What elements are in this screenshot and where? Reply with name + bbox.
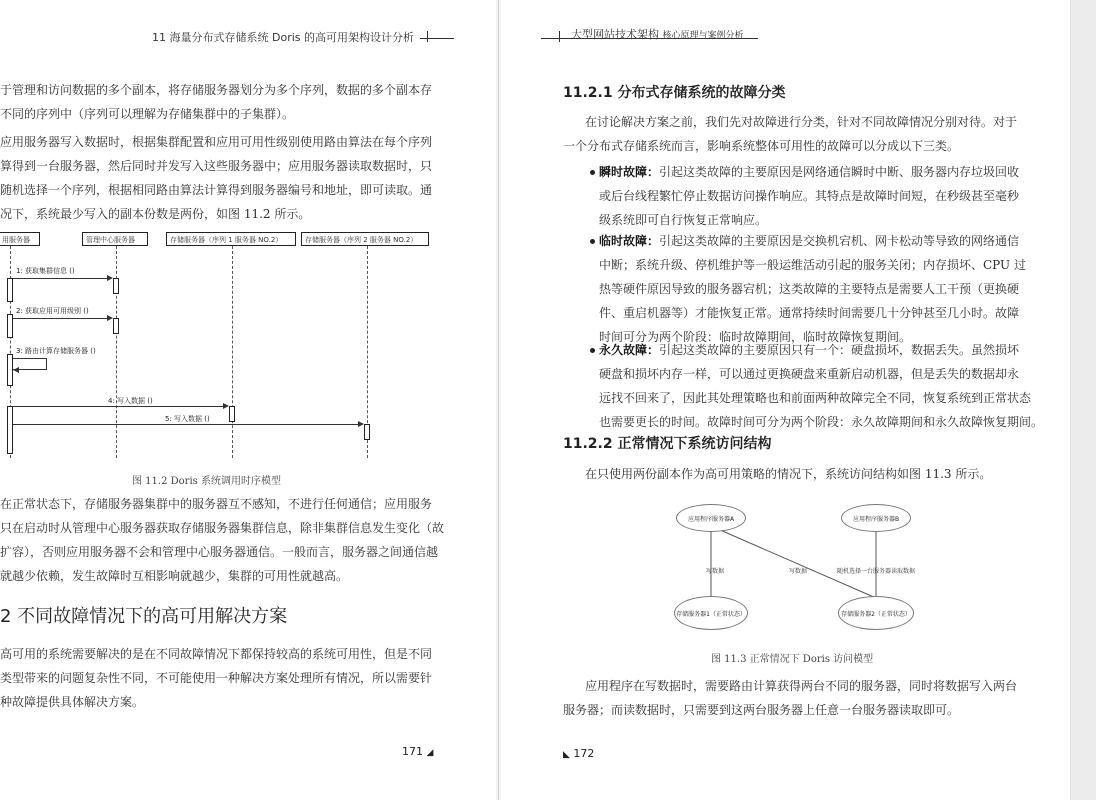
- left-page-number: 171 ◢: [402, 745, 434, 758]
- message-4-label: 4: 写入数据 (): [108, 397, 153, 405]
- message-1-label: 1: 获取集群信息 (): [16, 267, 75, 275]
- message-2-label: 2: 获取应用可用级别 (): [16, 307, 89, 315]
- sequence-diagram: [0, 230, 440, 460]
- message-3-label: 3: 路由计算存储服务器 (): [16, 347, 96, 355]
- activation-app-4: [7, 406, 13, 454]
- bullet-transient: [590, 170, 595, 175]
- edge-label-random-read: 随机选择一台服务器读取数据: [837, 568, 916, 575]
- figure-11-3-caption: 图 11.3 正常情况下 Doris 访问模型: [711, 654, 874, 665]
- section-11-2-1-title: 11.2.1 分布式存储系统的故障分类: [563, 85, 786, 101]
- section-11-2-1-intro: 在讨论解决方案之前，我们先对故障进行分类，针对不同故障情况分别对待。对于 一个分布式存储系统而言，影响系统整体可用性的故障可以分成以下三类。: [563, 115, 1018, 153]
- message-1-arrowhead: [107, 275, 113, 281]
- left-page: [0, 0, 496, 800]
- access-diagram: [671, 500, 951, 640]
- participant-app-server: 用服务器: [0, 232, 40, 246]
- left-top-paragraph: 于管理和访问数据的多个副本，将存储服务器划分为多个序列，数据的多个副本存 不同的序列中（序列可以理解为存储集群中的子集群）。: [0, 83, 433, 121]
- bullet-permanent-text: 永久故障：引起这类故障的主要原因只有一个：硬盘损坏，数据丢失。虽然损坏 硬盘和损坏内存一样，可以通过更换硬盘来重新启动机器，但是丢失的数据却永 远找不回来了，因此其处理策略也和前面两种故障完全不同，恢复系统到正常状态 也需要更长的时间。故障时间可分为两个阶段：永久故障期间和永久故障恢复期间。: [599, 343, 1044, 429]
- page-corner-left-icon: ◣: [563, 750, 570, 760]
- left-normal-state-paragraph: 在正常状态下，存储服务器集群中的服务器互不感知，不进行任何通信；应用服务 只在启动时从管理中心服务器获取存储服务器集群信息，除非集群信息发生变化（故 扩容），否则应用服务器不会和管理中心服务器通信。一般而言，服务器之间通信越 就越少依赖，发生故障时互相影响就越少，集群的可用性就越高。: [0, 497, 445, 583]
- scrollbar-track[interactable]: [1070, 0, 1096, 800]
- message-5-label: 5: 写入数据 (): [165, 415, 210, 423]
- section-11-2-2-title: 11.2.2 正常情况下系统访问结构: [563, 436, 772, 452]
- running-head-title: 大型网站技术架构: [571, 28, 659, 41]
- left-running-head: 11 海量分布式存储系统 Doris 的高可用架构设计分析: [152, 31, 414, 44]
- left-write-paragraph: 应用服务器写入数据时，根据集群配置和应用可用性级别使用路由算法在每个序列 算得到一台服务器，然后同时并发写入这些服务器中；应用服务器读取数据时，只 随机选择一个序列，根据相同路由算法计算得到服务器编号和地址，即可读取。通 况下，系统最少写入的副本份数是两份，如图 11.2 所示。: [0, 135, 433, 221]
- running-head-subtitle: 核心原理与案例分析: [662, 31, 744, 41]
- participant-storage-seq2: 存储服务器（序列 2 服务器 NO.2）: [301, 232, 429, 246]
- right-running-head-tick: [559, 31, 560, 42]
- left-running-head-rule: [420, 38, 454, 39]
- closing-paragraph: 应用程序在写数据时，需要路由计算获得两台不同的服务器，同时将数据写入两台 服务器；而读数据时，只需要到这两台服务器上任意一台服务器读取即可。: [563, 679, 1018, 717]
- node-app-server-a: 应用程序服务器A: [676, 504, 746, 532]
- bullet-transient-text: 瞬时故障：引起这类故障的主要原因是网络通信瞬时中断、服务器内存垃圾回收 或后台线程繁忙停止数据访问操作响应。其特点是故障时间短，在秒级甚至毫秒 级系统即可自行恢复正常响应。: [599, 165, 1020, 227]
- message-5-line: [13, 424, 358, 425]
- section-11-2-2-intro: 在只使用两份副本作为高可用策略的情况下，系统访问结构如图 11.3 所示。: [585, 467, 992, 481]
- activation-management-2: [113, 318, 119, 334]
- left-running-head-tick: [427, 31, 428, 42]
- node-storage-server-1: 存储服务器1（正常状态）: [674, 596, 748, 630]
- message-4-line: [13, 406, 223, 407]
- node-app-server-b: 应用程序服务器B: [841, 504, 911, 532]
- message-2-arrowhead: [107, 315, 113, 321]
- bullet-permanent: [590, 348, 595, 353]
- message-3-arrowhead: [13, 367, 19, 373]
- edge-label-write-a: 写数据: [706, 568, 725, 575]
- activation-app-1: [7, 278, 13, 302]
- right-running-head: [571, 26, 744, 42]
- participant-management-server: 管理中心服务器: [82, 232, 148, 246]
- activation-storage-1: [229, 406, 235, 422]
- right-page-number: ◣ 172: [563, 747, 595, 760]
- message-1-line: [13, 278, 107, 279]
- message-5-arrowhead: [358, 421, 364, 427]
- participant-storage-seq1: 存储服务器（序列 1 服务器 NO.2）: [166, 232, 296, 246]
- right-page: [501, 0, 1070, 800]
- gutter-divider: [498, 0, 499, 800]
- figure-11-2-caption: 图 11.2 Doris 系统调用时序模型: [132, 476, 281, 487]
- page-corner-right-icon: ◢: [426, 748, 434, 758]
- left-section-title: 2 不同故障情况下的高可用解决方案: [0, 606, 288, 627]
- lifeline-storage-1: [232, 246, 233, 458]
- activation-storage-2: [364, 424, 370, 440]
- message-4-arrowhead: [223, 403, 229, 409]
- edge-label-write-cross: 写数据: [789, 568, 808, 575]
- bullet-temporary-text: 临时故障：引起这类故障的主要原因是交换机宕机、网卡松动等导致的网络通信 中断；系统升级、停机维护等一般运维活动引起的服务关闭；内存损坏、CPU 过 热等硬件原因导致的服务器宕机；这类故障的主要特点是需要人工干预（更换硬 件、重启机器等）才能恢复正常。通常持续时间需要几十分钟甚至几小时。故障 时间可分为两个阶段：临时故障期间，临时故障恢复期间。: [599, 234, 1026, 344]
- bullet-temporary: [590, 239, 595, 244]
- left-section-paragraph: 高可用的系统需要解决的是在不同故障情况下都保持较高的系统可用性，但是不同 类型带来的问题复杂性不同，不可能使用一种解决方案处理所有情况，所以需要针 种故障提供具体解决方案。: [0, 647, 433, 709]
- node-storage-server-2: 存储服务器2（正常状态）: [838, 596, 914, 630]
- activation-management-1: [113, 278, 119, 294]
- message-2-line: [13, 318, 107, 319]
